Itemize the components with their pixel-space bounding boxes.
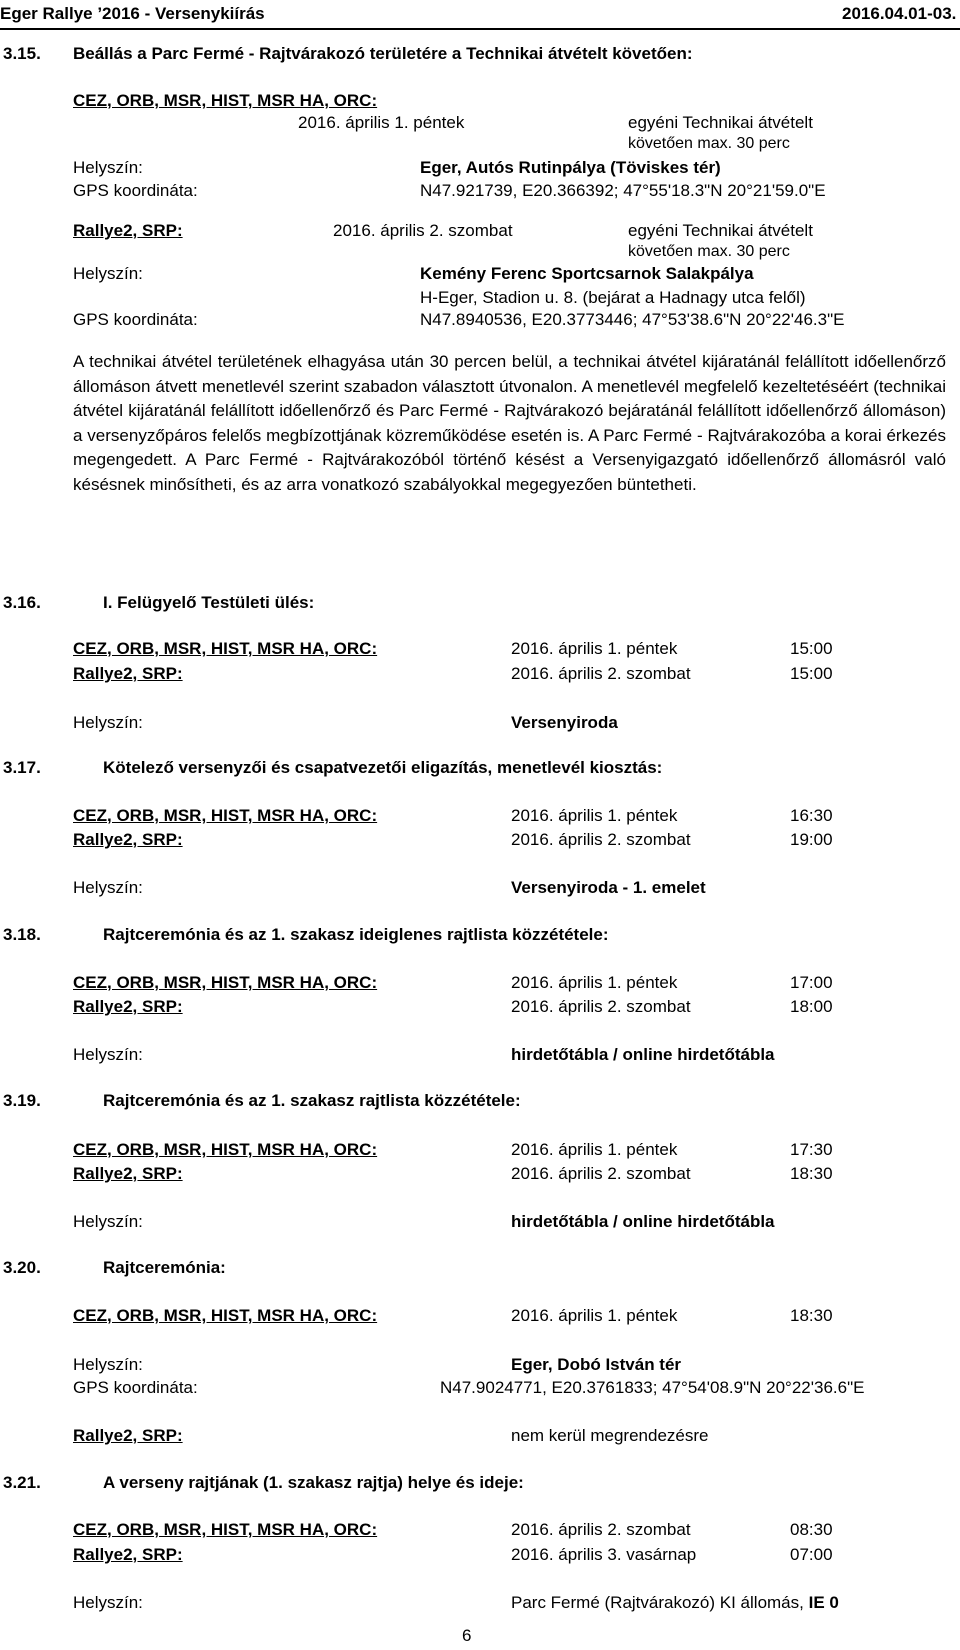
category-label-rallye2: Rallye2, SRP: (73, 1164, 183, 1183)
section-title: Beállás a Parc Fermé - Rajtvárakozó területére a Technikai átvételt követően: (73, 44, 693, 63)
location-label: Helyszín: (73, 1593, 143, 1612)
location-label: Helyszín: (73, 1355, 143, 1374)
event-date: 2016. április 2. szombat (511, 830, 691, 849)
category-label-cez: CEZ, ORB, MSR, HIST, MSR HA, ORC: (73, 1306, 378, 1325)
page-number: 6 (462, 1626, 472, 1645)
section-title: Rajtceremónia: (103, 1258, 226, 1277)
event-time: 18:30 (790, 1306, 833, 1325)
section-number: 3.16. (3, 593, 41, 612)
event-date: 2016. április 1. péntek (511, 1306, 678, 1325)
event-date: 2016. április 3. vasárnap (511, 1545, 697, 1564)
event-time: 08:30 (790, 1520, 833, 1539)
section-number: 3.18. (3, 925, 41, 944)
document-title: Eger Rallye ’2016 - Versenykiírás (0, 4, 265, 23)
location-value (511, 1593, 839, 1613)
event-time: 15:00 (790, 639, 833, 658)
gps-value: N47.921739, E20.366392; 47°55'18.3"N 20°21'59.0"E (420, 181, 826, 200)
category-label-cez: CEZ, ORB, MSR, HIST, MSR HA, ORC: (73, 806, 378, 825)
event-date: 2016. április 1. péntek (298, 113, 465, 132)
section-number: 3.17. (3, 758, 41, 777)
event-time: 17:30 (790, 1140, 833, 1159)
section-title: Kötelező versenyzői és csapatvezetői eligazítás, menetlevél kiosztás: (103, 758, 663, 777)
category-label-cez: CEZ, ORB, MSR, HIST, MSR HA, ORC: (73, 91, 378, 110)
event-date: 2016. április 1. péntek (511, 973, 678, 992)
body-paragraph: A technikai átvétel területének elhagyása után 30 percen belül, a technikai átvétel kijáratánál felállított időellenőrző állomáson átvett menetlevél szerint szabadon választott útvonalon. A menetlevél megfelelő kezeltetéséért (technikai átvétel kijáratánál felállított időellenőrző és Parc Fermé - Rajtvárakozó bejáratánál felállított időellenőrző állomáson) a versenyzőpáros felelős megbízottjának közreműködése esetén is. A Parc Fermé - Rajtvárakozóba a korai érkezés megengedett. A Parc Fermé - Rajtvárakozóból történő késést a Versenyigazgató időellenőrző állomásról való késésnek minősítheti, és az arra vonatkozó szabályokkal megegyezően büntetheti. (73, 352, 946, 494)
section-title: Rajtceremónia és az 1. szakasz rajtlista közzététele: (103, 1091, 521, 1110)
location-value: Eger, Dobó István tér (511, 1355, 682, 1374)
location-value: Eger, Autós Rutinpálya (Töviskes tér) (420, 158, 721, 177)
location-value: Versenyiroda (511, 713, 618, 732)
event-time: 16:30 (790, 806, 833, 825)
event-date: 2016. április 2. szombat (333, 221, 513, 240)
section-title: Rajtceremónia és az 1. szakasz ideiglenes rajtlista közzététele: (103, 925, 609, 944)
location-label: Helyszín: (73, 158, 143, 177)
event-date: 2016. április 2. szombat (511, 664, 691, 683)
gps-label: GPS koordináta: (73, 310, 198, 329)
category-label-rallye2: Rallye2, SRP: (73, 1426, 183, 1445)
location-label: Helyszín: (73, 1212, 143, 1231)
category-label-rallye2: Rallye2, SRP: (73, 664, 183, 683)
section-title: I. Felügyelő Testületi ülés: (103, 593, 315, 612)
event-time: 17:00 (790, 973, 833, 992)
event-date: 2016. április 1. péntek (511, 806, 678, 825)
event-date: 2016. április 2. szombat (511, 1520, 691, 1539)
location-value: Versenyiroda - 1. emelet (511, 878, 706, 897)
category-label-cez: CEZ, ORB, MSR, HIST, MSR HA, ORC: (73, 639, 378, 658)
document-date: 2016.04.01-03. (842, 4, 957, 23)
event-note: követően max. 30 perc (628, 243, 790, 260)
event-date: 2016. április 2. szombat (511, 1164, 691, 1183)
gps-value: N47.8940536, E20.3773446; 47°53'38.6"N 20°22'46.3"E (420, 310, 845, 329)
category-label-rallye2: Rallye2, SRP: (73, 830, 183, 849)
section-number: 3.21. (3, 1473, 41, 1492)
location-label: Helyszín: (73, 264, 143, 283)
event-date: 2016. április 1. péntek (511, 639, 678, 658)
gps-label: GPS koordináta: (73, 181, 198, 200)
category-label-cez: CEZ, ORB, MSR, HIST, MSR HA, ORC: (73, 1520, 378, 1539)
section-number: 3.20. (3, 1258, 41, 1277)
event-time: 15:00 (790, 664, 833, 683)
event-date: 2016. április 2. szombat (511, 997, 691, 1016)
location-value: hirdetőtábla / online hirdetőtábla (511, 1212, 775, 1231)
event-date: 2016. április 1. péntek (511, 1140, 678, 1159)
event-note: egyéni Technikai átvételt (628, 221, 813, 240)
location-label: Helyszín: (73, 713, 143, 732)
category-label-rallye2: Rallye2, SRP: (73, 997, 183, 1016)
location-value: hirdetőtábla / online hirdetőtábla (511, 1045, 775, 1064)
category-label-rallye2: Rallye2, SRP: (73, 1545, 183, 1564)
category-label-rallye2: Rallye2, SRP: (73, 221, 183, 240)
gps-label: GPS koordináta: (73, 1378, 198, 1397)
event-time: 19:00 (790, 830, 833, 849)
event-note: követően max. 30 perc (628, 135, 790, 152)
header-rule (0, 28, 960, 30)
location-address: H-Eger, Stadion u. 8. (bejárat a Hadnagy utca felől) (420, 288, 806, 307)
location-code: IE 0 (808, 1593, 839, 1612)
event-time: 07:00 (790, 1545, 833, 1564)
location-text: Parc Fermé (Rajtvárakozó) KI állomás, (511, 1593, 809, 1612)
gps-value: N47.9024771, E20.3761833; 47°54'08.9"N 20°22'36.6"E (440, 1378, 865, 1397)
section-number: 3.15. (3, 44, 41, 63)
event-note: egyéni Technikai átvételt (628, 113, 813, 132)
event-time: 18:30 (790, 1164, 833, 1183)
location-value: Kemény Ferenc Sportcsarnok Salakpálya (420, 264, 754, 283)
section-title: A verseny rajtjának (1. szakasz rajtja) helye és ideje: (103, 1473, 524, 1492)
section-number: 3.19. (3, 1091, 41, 1110)
event-note: nem kerül megrendezésre (511, 1426, 709, 1445)
category-label-cez: CEZ, ORB, MSR, HIST, MSR HA, ORC: (73, 1140, 378, 1159)
event-time: 18:00 (790, 997, 833, 1016)
category-label-cez: CEZ, ORB, MSR, HIST, MSR HA, ORC: (73, 973, 378, 992)
location-label: Helyszín: (73, 878, 143, 897)
location-label: Helyszín: (73, 1045, 143, 1064)
